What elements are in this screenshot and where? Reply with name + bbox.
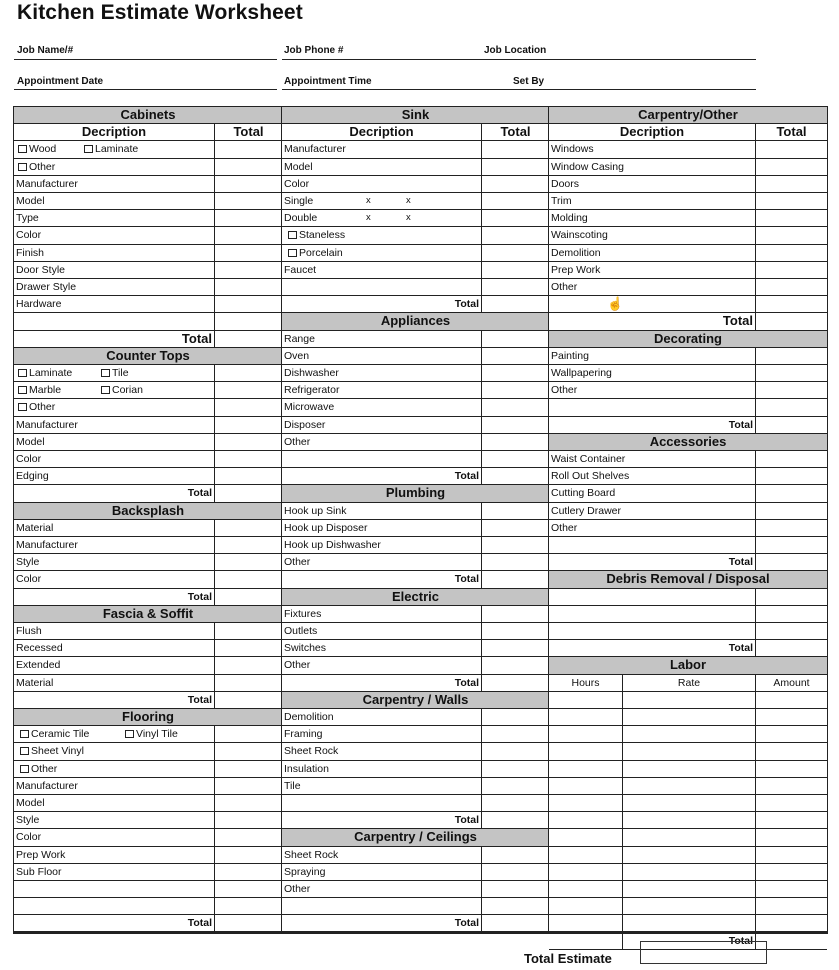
total-label: Total [622, 933, 755, 949]
total-label: Total [187, 693, 212, 706]
row-description[interactable]: Hook up Disposer [284, 521, 368, 534]
total-label: Total [187, 487, 212, 500]
checkbox-label: Vinyl Tile [136, 728, 178, 741]
column-divider [548, 107, 549, 933]
row-description[interactable]: Model [284, 160, 313, 173]
section-header-appliances: Appliances [282, 313, 549, 330]
header-field-label: Appointment Date [17, 76, 104, 87]
header-field-label: Job Location [484, 45, 547, 56]
total-label: Total [728, 556, 753, 569]
row-description[interactable]: Manufacturer [16, 418, 78, 431]
row-description[interactable]: Hook up Dishwasher [284, 539, 381, 551]
checkbox-label: Sheet Vinyl [31, 745, 84, 758]
job-name-line[interactable] [14, 59, 277, 60]
row-description[interactable]: Hardware [16, 298, 62, 311]
row-description[interactable]: Tile [284, 779, 301, 792]
row-description[interactable]: Other [551, 281, 578, 293]
row-description[interactable]: Color [16, 229, 42, 242]
checkbox-label: Corian [112, 384, 143, 397]
row-description[interactable]: Other [284, 659, 311, 672]
total-label[interactable]: Total [181, 330, 212, 346]
section-header-sink: Sink [282, 107, 549, 124]
total-label: Total [454, 298, 479, 311]
row-description[interactable]: Insulation [284, 762, 329, 775]
row-description[interactable]: Range [284, 332, 315, 345]
row-description[interactable]: Prep Work [551, 263, 601, 276]
total-label: Total [728, 642, 753, 655]
sink-single-label: Single [284, 195, 314, 207]
appointment-time-line[interactable] [282, 89, 512, 90]
row-description[interactable]: Roll Out Shelves [551, 470, 630, 483]
row-description[interactable]: Manufacturer [16, 539, 78, 551]
row-description[interactable]: Cutlery Drawer [551, 504, 622, 517]
row-description[interactable]: Refrigerator [284, 384, 340, 397]
row-description[interactable]: Switches [284, 642, 327, 655]
row-description[interactable]: Other [284, 556, 311, 569]
section-header-backsplash: Backsplash [14, 503, 282, 520]
row-description[interactable]: Trim [551, 195, 572, 207]
checkbox-label: Other [29, 160, 56, 173]
row-description[interactable]: Edging [16, 470, 49, 483]
row-description[interactable]: Cutting Board [551, 487, 616, 500]
row-description[interactable]: Oven [284, 349, 310, 362]
row-description[interactable]: Type [16, 212, 39, 225]
row-description[interactable]: Recessed [16, 642, 63, 655]
row-description[interactable]: Demolition [551, 246, 601, 259]
row-description[interactable]: Fixtures [284, 607, 322, 620]
row-description[interactable]: Finish [16, 246, 45, 259]
total-header: Total [214, 124, 282, 140]
row-description[interactable]: Model [16, 435, 45, 448]
row-description[interactable]: Other [551, 384, 578, 397]
row-description[interactable]: Faucet [284, 263, 317, 276]
total-label: Total [728, 418, 753, 431]
row-description[interactable]: Color [284, 177, 310, 190]
row-description[interactable]: Disposer [284, 418, 326, 431]
row-description[interactable]: Color [16, 453, 42, 465]
total-header: Total [481, 124, 549, 140]
rate-cell: Rate [622, 675, 755, 691]
column-divider [281, 107, 282, 933]
section-header-carpentry-ceilings: Carpentry / Ceilings [282, 829, 549, 846]
checkbox-label: Laminate [95, 143, 139, 156]
checkbox-label: Tile [112, 367, 129, 379]
section-header-flooring: Flooring [14, 709, 282, 726]
row-description[interactable]: Hook up Sink [284, 504, 347, 517]
dimension-x-mark: x [366, 195, 371, 206]
total-label: Total [454, 573, 479, 586]
row-description[interactable]: Prep Work [16, 848, 66, 861]
section-header-decorating: Decorating [549, 331, 827, 348]
set-by-line[interactable] [512, 89, 756, 90]
row-description[interactable]: Demolition [284, 711, 334, 723]
total-label: Total [454, 917, 479, 930]
row-description[interactable]: Waist Container [551, 453, 626, 465]
hours-cell[interactable] [549, 933, 622, 949]
row-description[interactable]: Drawer Style [16, 281, 77, 293]
dimension-x-mark: x [366, 212, 371, 224]
total-label: Total [187, 917, 212, 930]
section-header-fascia-soffit: Fascia & Soffit [14, 606, 282, 623]
row-description[interactable]: Framing [284, 728, 323, 741]
header-field-label: Set By [513, 76, 545, 87]
row-description[interactable]: Model [16, 195, 45, 207]
table-frame [13, 106, 828, 934]
dimension-x-mark: x [406, 212, 411, 224]
total-label: Total [187, 590, 212, 603]
section-header-cabinets: Cabinets [14, 107, 282, 124]
header-field-label: Job Name/# [17, 45, 74, 56]
hand-cursor-icon: ☝ [607, 296, 624, 311]
checkbox-label: Laminate [29, 367, 73, 379]
row-description[interactable]: Material [16, 521, 54, 534]
row-description[interactable]: Windows [551, 143, 594, 156]
row-description[interactable]: Color [16, 573, 42, 586]
section-header-labor: Labor [549, 657, 827, 674]
checkbox-label: Marble [29, 384, 62, 397]
row-description[interactable]: Wainscoting [551, 229, 608, 242]
row-description[interactable]: Manufacturer [16, 177, 78, 190]
row-description[interactable]: Dishwasher [284, 367, 339, 379]
page-title: Kitchen Estimate Worksheet [17, 1, 303, 24]
row-description[interactable]: Sheet Rock [284, 848, 339, 861]
row-description[interactable]: Extended [16, 659, 61, 672]
section-header-electric: Electric [282, 589, 549, 606]
hours-cell: Hours [571, 676, 600, 689]
checkbox-label: Ceramic Tile [31, 728, 90, 741]
header-field-label: Appointment Time [284, 76, 372, 87]
row-description[interactable]: Other [284, 883, 311, 895]
description-header: Decription [619, 124, 685, 140]
checkbox-label: Other [31, 762, 58, 775]
row-description[interactable]: Other [284, 435, 311, 448]
dimension-x-mark: x [406, 195, 411, 206]
checkbox-label: Other [29, 401, 56, 414]
description-header: Decription [81, 124, 147, 140]
total-estimate-field[interactable] [640, 941, 767, 964]
row-description[interactable]: Painting [551, 349, 589, 362]
section-header-accessories: Accessories [549, 434, 827, 451]
section-header-carpentry-other: Carpentry/Other [549, 107, 827, 124]
checkbox-label: Porcelain [299, 246, 343, 259]
section-header-plumbing: Plumbing [282, 485, 549, 502]
section-header-debris-removal: Debris Removal / Disposal [549, 571, 827, 588]
section-header-counter-tops: Counter Tops [14, 348, 282, 365]
row-description[interactable]: Microwave [284, 401, 335, 414]
row-description[interactable]: Color [16, 831, 42, 844]
row-description[interactable]: Spraying [284, 865, 326, 878]
header-field-label: Job Phone # [284, 45, 344, 56]
estimate-grid [14, 107, 827, 947]
job-location-line[interactable] [482, 59, 756, 60]
sink-double-label: Double [284, 212, 318, 225]
row-description[interactable]: Sheet Rock [284, 745, 339, 758]
checkbox-label: Wood [29, 143, 57, 156]
row-description[interactable]: Style [16, 814, 40, 827]
row-description[interactable]: Manufacturer [284, 143, 346, 156]
description-header: Decription [349, 124, 414, 140]
row-description[interactable]: Manufacturer [16, 779, 78, 792]
row-description[interactable]: Flush [16, 625, 42, 637]
row-description[interactable]: Material [16, 676, 54, 689]
row-description[interactable]: Wallpapering [551, 367, 612, 379]
row-description[interactable]: Door Style [16, 263, 66, 276]
total-header: Total [755, 124, 827, 140]
total-label: Total [454, 470, 479, 483]
total-label: Total [454, 814, 479, 827]
row-description[interactable]: Style [16, 556, 40, 569]
amount-cell: Amount [755, 675, 827, 691]
total-label[interactable]: Total [722, 313, 753, 329]
appointment-date-line[interactable] [14, 89, 277, 90]
row-description[interactable]: Molding [551, 212, 588, 225]
checkbox-label: Staneless [299, 229, 346, 242]
row-description[interactable]: Window Casing [551, 160, 624, 173]
row-description[interactable]: Sub Floor [16, 865, 62, 878]
job-phone-line[interactable] [282, 59, 482, 60]
total-estimate-label: Total Estimate [524, 951, 612, 966]
row-description[interactable]: Outlets [284, 625, 318, 637]
row-description[interactable]: Other [551, 521, 578, 534]
section-header-carpentry-walls: Carpentry / Walls [282, 692, 549, 709]
total-label: Total [454, 676, 479, 689]
row-description[interactable]: Doors [551, 177, 580, 190]
row-description[interactable]: Model [16, 797, 45, 809]
